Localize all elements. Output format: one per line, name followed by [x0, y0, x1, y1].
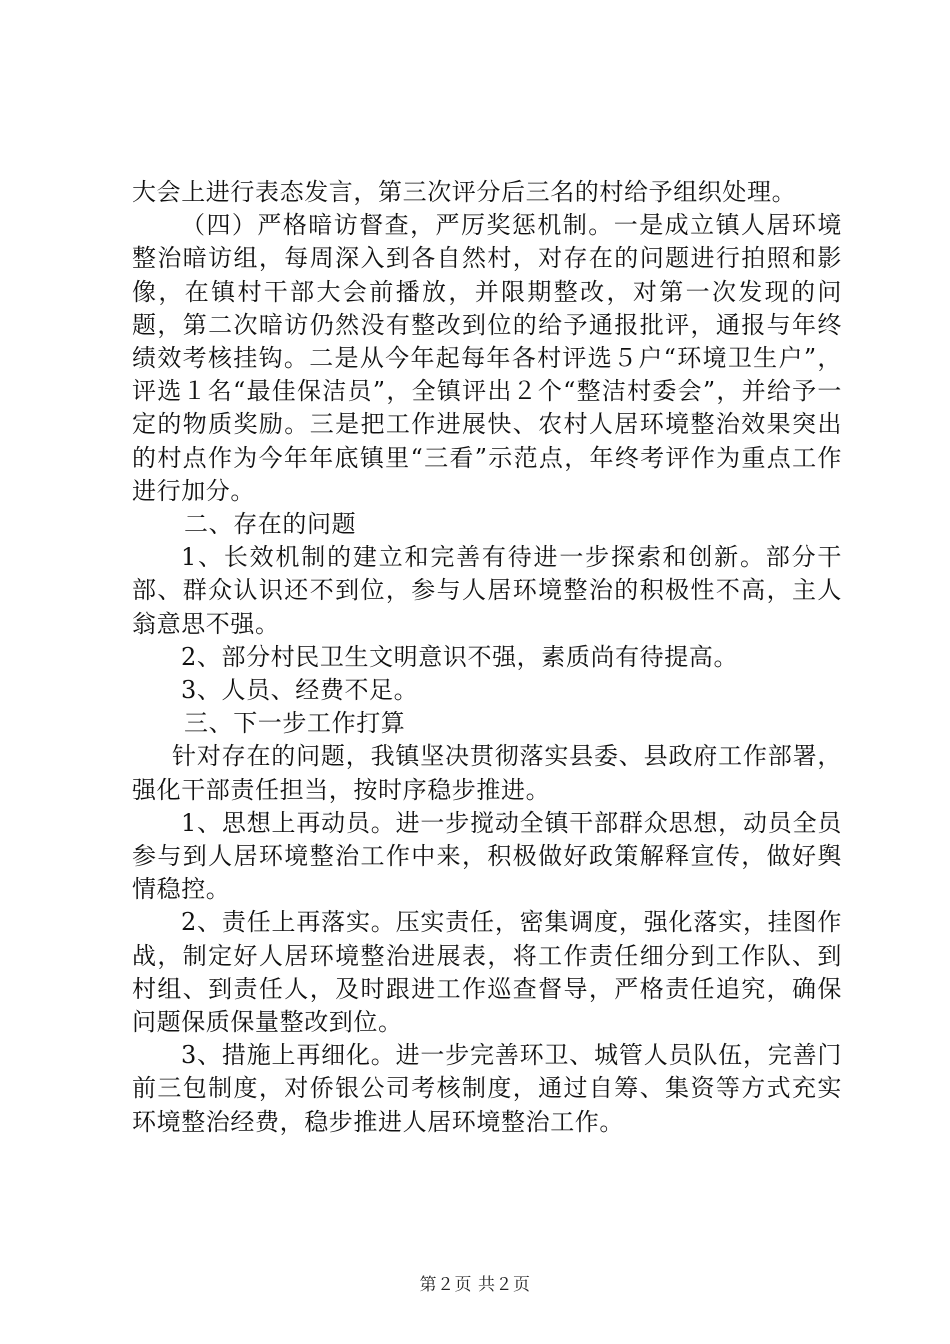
paragraph-step-1: 1、思想上再动员。进一步搅动全镇干部群众思想，动员全员参与到人居环境整治工作中来，积极做好政策解释宣传，做好舆情稳控。	[132, 808, 842, 904]
paragraph-section-four: （四）严格暗访督查，严厉奖惩机制。一是成立镇人居环境整治暗访组，每周深入到各自然村，对存在的问题进行拍照和影像，在镇村干部大会前播放，并限期整改，对第一次发现的问题，第二次暗访仍然没有整改到位的给予通报批评，通报与年终绩效考核挂钩。二是从今年起每年各村评选５户“环境卫生户”，评选１名“最佳保洁员”，全镇评出２个“整洁村委会”，并给予一定的物质奖励。三是把工作进展快、农村人居环境整治效果突出的村点作为今年年底镇里“三看”示范点，年终考评作为重点工作进行加分。	[132, 211, 842, 505]
paragraph-problem-3: 3、人员、经费不足。	[181, 676, 419, 705]
paragraph-continuation: 大会上进行表态发言，第三次评分后三名的村给予组织处理。	[132, 178, 797, 206]
paragraph-step-3: 3、措施上再细化。进一步完善环卫、城管人员队伍，完善门前三包制度，对侨银公司考核制度，通过自筹、集资等方式充实环境整治经费，稳步推进人居环境整治工作。	[132, 1041, 842, 1136]
paragraph-problem-2: 2、部分村民卫生文明意识不强，素质尚有待提高。	[181, 642, 739, 671]
document-body	[132, 176, 842, 1139]
page-number-footer: 第２页 共２页	[419, 1275, 531, 1295]
heading-next-steps: 三、下一步工作打算	[184, 709, 406, 738]
paragraph-step-2: 2、责任上再落实。压实责任，密集调度，强化落实，挂图作战，制定好人居环境整治进展表，将工作责任细分到工作队、到村组、到责任人，及时跟进工作巡查督导，严格责任追究，确保问题保质保量整改到位。	[132, 908, 842, 1037]
paragraph-next-steps-intro: 针对存在的问题，我镇坚决贯彻落实县委、县政府工作部署，强化干部责任担当，按时序稳步推进。	[132, 742, 842, 804]
heading-existing-problems: 二、存在的问题	[184, 510, 357, 539]
paragraph-problem-1: 1、长效机制的建立和完善有待进一步探索和创新。部分干部、群众认识还不到位，参与人居环境整治的积极性不高，主人翁意思不强。	[132, 543, 842, 638]
